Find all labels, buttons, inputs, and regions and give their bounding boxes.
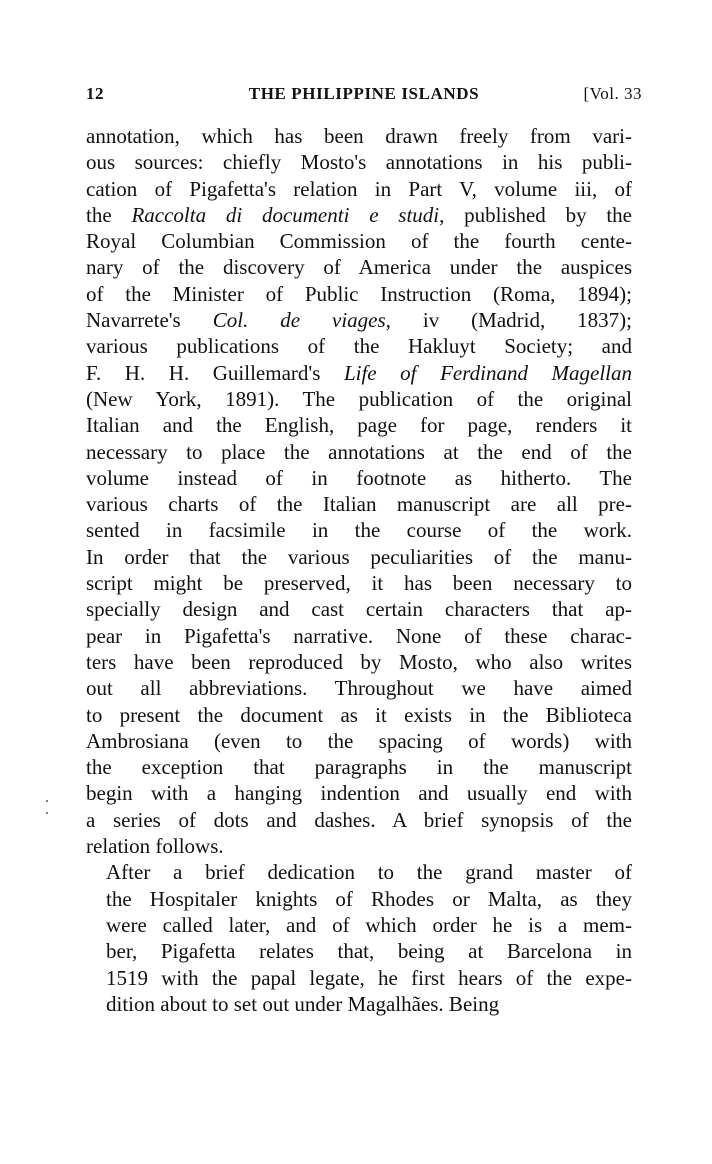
text-line: various publications of the Hakluyt Society; and: [86, 334, 632, 359]
text-line: Italian and the English, page for page, renders it: [86, 413, 632, 438]
text-line: In order that the various peculiarities of the manu-: [86, 544, 632, 569]
text-line: 1519 with the papal legate, he first hears of the expe-: [106, 965, 632, 990]
text-line: the Hospitaler knights of Rhodes or Malta, as they: [106, 886, 632, 911]
text-run: published by the: [444, 202, 632, 227]
text-line: out all abbreviations. Throughout we have aimed: [86, 676, 632, 701]
text-run: F. H. H. Guillemard's: [86, 360, 344, 385]
text-line: specially design and cast certain characters that ap-: [86, 597, 632, 622]
text-line: dition about to set out under Magalhães. Being: [106, 991, 500, 1016]
italic-title: Col. de viages,: [212, 308, 391, 333]
text-line: nary of the discovery of America under the auspices: [86, 255, 632, 280]
text-line: Ambrosiana (even to the spacing of words) with: [86, 728, 632, 753]
paragraph-2: [86, 859, 632, 1017]
text-run: iv (Madrid, 1837);: [390, 308, 632, 333]
text-line: the exception that paragraphs in the manuscript: [86, 755, 632, 780]
text-line: volume instead of in footnote as hitherto. The: [86, 465, 632, 490]
text-line: relation follows.: [86, 834, 224, 859]
running-head: [86, 84, 642, 110]
text-line: (New York, 1891). The publication of the original: [86, 386, 632, 411]
volume-label: [Vol. 33: [583, 84, 642, 103]
text-line: of the Minister of Public Instruction (Roma, 1894);: [86, 281, 632, 306]
text-line: necessary to place the annotations at the end of the: [86, 439, 632, 464]
text-line: Royal Columbian Commission of the fourth cente-: [86, 229, 632, 254]
text-line: ters have been reproduced by Mosto, who also writes: [86, 649, 632, 674]
text-line: [86, 202, 632, 228]
text-run: Navarrete's: [86, 308, 213, 333]
text-line: various charts of the Italian manuscript are all pre-: [86, 492, 632, 517]
text-line: ous sources: chiefly Mosto's annotations in his publi-: [86, 150, 632, 175]
italic-title: Raccolta di documenti e studi,: [131, 202, 445, 227]
text-run: the: [86, 202, 132, 227]
body-text: [86, 123, 632, 1017]
text-line: were called later, and of which order he is a mem-: [106, 912, 632, 937]
margin-speck: [46, 812, 48, 814]
italic-title: Life of Ferdinand Magellan: [343, 360, 632, 385]
text-line: annotation, which has been drawn freely from vari-: [86, 124, 632, 148]
text-line: script might be preserved, it has been necessary to: [86, 571, 632, 596]
text-line: pear in Pigafetta's narrative. None of these charac-: [86, 623, 632, 648]
text-line: ber, Pigafetta relates that, being at Barcelona in: [106, 939, 632, 964]
text-line: sented in facsimile in the course of the work.: [86, 518, 632, 543]
text-line: begin with a hanging indention and usually end with: [86, 781, 632, 806]
text-line: a series of dots and dashes. A brief synopsis of the: [86, 807, 632, 832]
paragraph-1: [86, 123, 632, 859]
text-line: [86, 307, 632, 333]
running-title: THE PHILIPPINE ISLANDS: [248, 84, 480, 103]
text-line: [86, 360, 632, 386]
text-line: After a brief dedication to the grand master of: [106, 860, 632, 885]
page-number: 12: [86, 84, 104, 103]
text-line: to present the document as it exists in the Biblioteca: [86, 702, 632, 727]
margin-speck: [46, 800, 48, 802]
text-line: cation of Pigafetta's relation in Part V, volume iii, of: [86, 176, 632, 201]
